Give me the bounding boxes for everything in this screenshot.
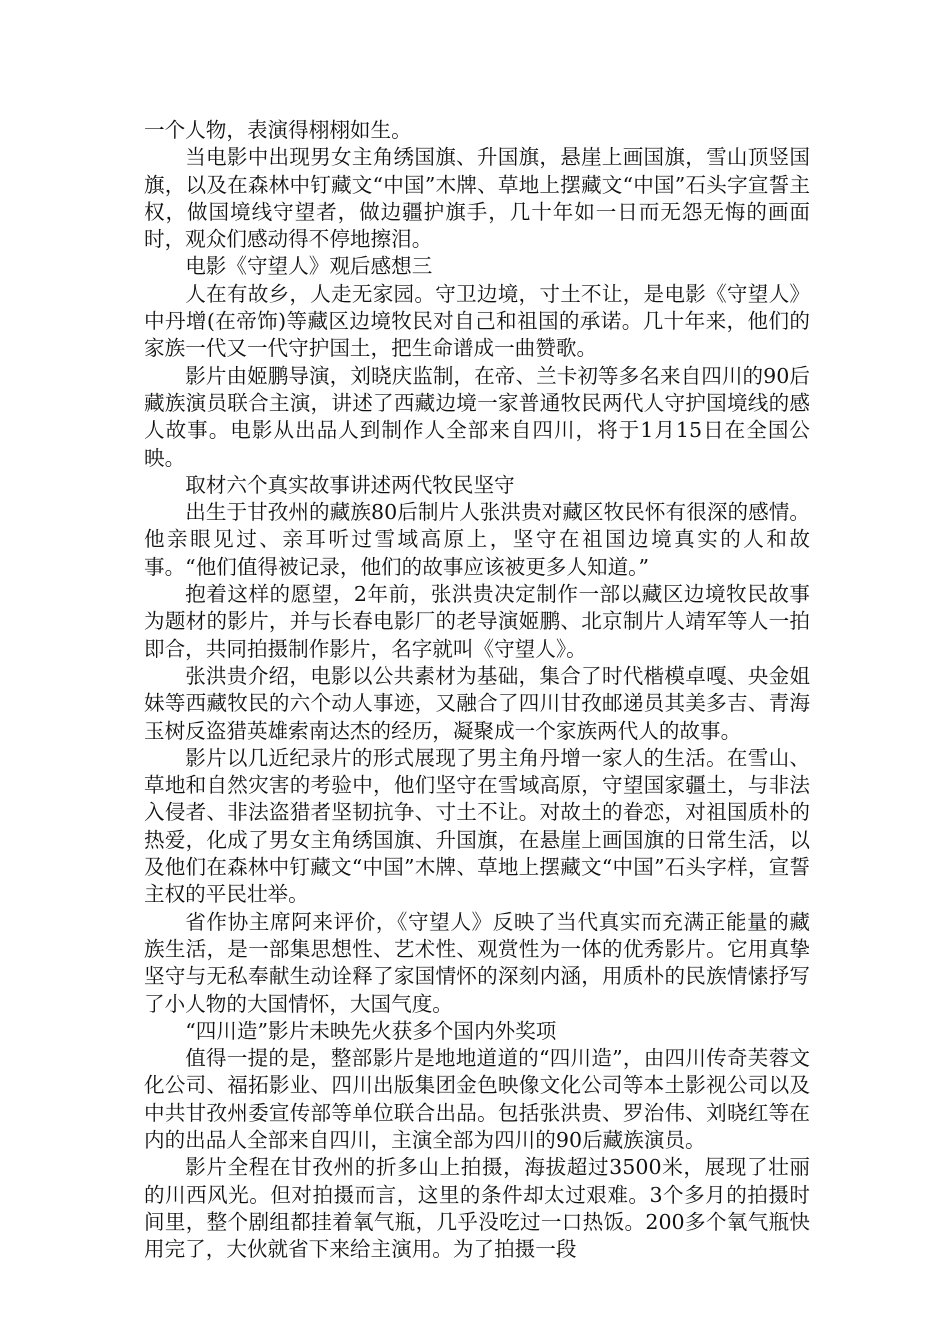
document-page bbox=[144, 117, 810, 1263]
section-heading: “四川造”影片未映先火获多个国内外奖项 bbox=[185, 1018, 557, 1043]
paragraph: 抱着这样的愿望，2年前，张洪贵决定制作一部以藏区边境牧民故事为题材的影片，并与长春电影厂的老导演姬鹏、北京制片人靖军等人一拍即合，共同拍摄制作影片，名字就叫《守望人》。 bbox=[144, 582, 810, 661]
paragraph: 张洪贵介绍，电影以公共素材为基础，集合了时代楷模卓嘎、央金姐妹等西藏牧民的六个动人事迹，又融合了四川甘孜邮递员其美多吉、青海玉树反盗猎英雄索南达杰的经历，凝聚成一个家族两代人的故事。 bbox=[144, 663, 810, 743]
paragraph: 人在有故乡，人走无家园。守卫边境，寸土不让，是电影《守望人》中丹增(在帝饰)等藏区边境牧民对自己和祖国的承诺。几十年来，他们的家族一代又一代守护国土，把生命谱成一曲赞歌。 bbox=[144, 281, 810, 361]
paragraph: 值得一提的是，整部影片是地地道道的“四川造”，由四川传奇芙蓉文化公司、福拓影业、四川出版集团金色映像文化公司等本土影视公司以及中共甘孜州委宣传部等单位联合出品。包括张洪贵、罗治伟、刘晓红等在内的出品人全部来自四川，主演全部为四川的90后藏族演员。 bbox=[144, 1046, 810, 1152]
paragraph: 省作协主席阿来评价，《守望人》反映了当代真实而充满正能量的藏族生活，是一部集思想性、艺术性、观赏性为一体的优秀影片。它用真挚坚守与无私奉献生动诠释了家国情怀的深刻内涵，用质朴的民族情愫抒写了小人物的大国情怀，大国气度。 bbox=[144, 909, 810, 1016]
paragraph-continuation: 一个人物，表演得栩栩如生。 bbox=[144, 118, 412, 142]
paragraph: 当电影中出现男女主角绣国旗、升国旗，悬崖上画国旗，雪山顶竖国旗，以及在森林中钉藏文“中国”木牌、草地上摆藏文“中国”石头字宣誓主权，做国境线守望者，做边疆护旗手，几十年如一日而无怨无悔的画面时，观众们感动得不停地擦泪。 bbox=[144, 145, 810, 252]
paragraph: 影片全程在甘孜州的折多山上拍摄，海拔超过3500米，展现了壮丽的川西风光。但对拍摄而言，这里的条件却太过艰难。3个多月的拍摄时间里，整个剧组都挂着氧气瓶，几乎没吃过一口热饭。200多个氧气瓶快用完了，大伙就省下来给主演用。为了拍摄一段 bbox=[144, 1155, 810, 1262]
paragraph: 影片由姬鹏导演，刘晓庆监制，在帝、兰卡初等多名来自四川的90后藏族演员联合主演，讲述了西藏边境一家普通牧民两代人守护国境线的感人故事。电影从出品人到制作人全部来自四川，将于1月15日在全国公映。 bbox=[144, 363, 810, 470]
section-heading: 电影《守望人》观后感想三 bbox=[185, 254, 433, 279]
paragraph: 出生于甘孜州的藏族80后制片人张洪贵对藏区牧民怀有很深的感情。他亲眼见过、亲耳听过雪域高原上，坚守在祖国边境真实的人和故事。“他们值得被记录，他们的故事应该被更多人知道。” bbox=[144, 500, 810, 579]
paragraph: 影片以几近纪录片的形式展现了男主角丹增一家人的生活。在雪山、草地和自然灾害的考验中，他们坚守在雪域高原，守望国家疆土，与非法入侵者、非法盗猎者坚韧抗争、寸土不让。对故土的眷恋，对祖国质朴的热爱，化成了男女主角绣国旗、升国旗，在悬崖上画国旗的日常生活，以及他们在森林中钉藏文“中国”木牌、草地上摆藏文“中国”石头字样，宣誓主权的平民壮举。 bbox=[144, 745, 810, 907]
section-heading: 取材六个真实故事讲述两代牧民坚守 bbox=[185, 472, 515, 497]
